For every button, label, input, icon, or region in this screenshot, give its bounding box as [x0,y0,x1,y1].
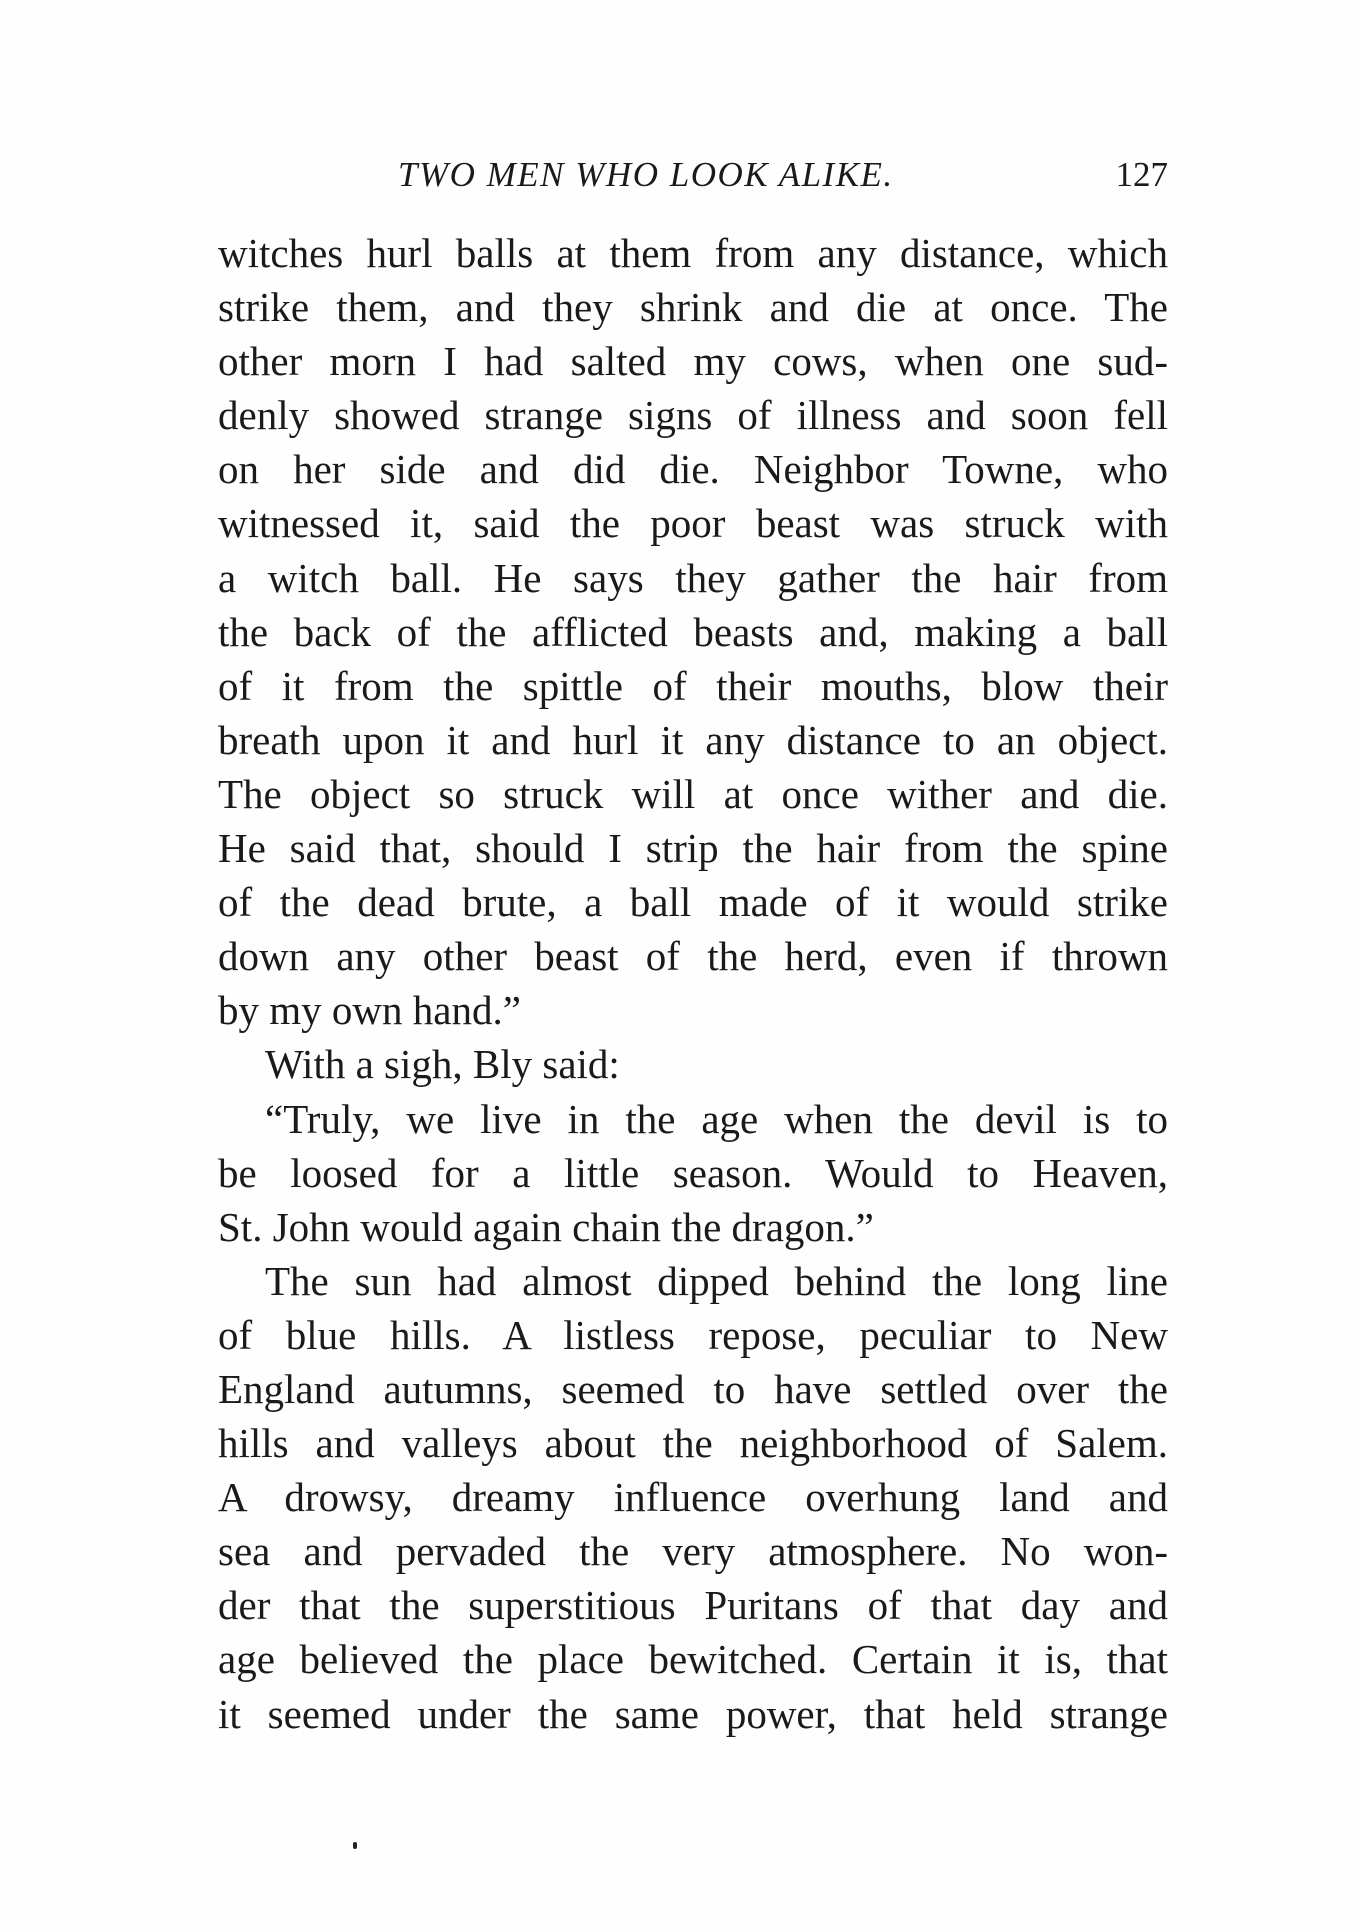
text-line: other morn I had salted my cows, when one sud- [218,338,1168,385]
text-line: witnessed it, said the poor beast was struck with [218,500,1168,547]
text-line: The sun had almost dipped behind the long line [265,1257,1168,1304]
text-line: The object so struck will at once wither and die. [218,770,1168,817]
ink-speck [353,1842,357,1849]
text-line: A drowsy, dreamy influence overhung land and [218,1474,1168,1521]
running-title: TWO MEN WHO LOOK ALIKE. [398,155,894,194]
text-line: St. John would again chain the dragon.” [218,1203,874,1250]
text-line: England autumns, seemed to have settled over the [218,1365,1168,1412]
text-line: of the dead brute, a ball made of it would strike [218,879,1168,926]
text-line: by my own hand.” [218,987,521,1034]
text-line: it seemed under the same power, that held strange [218,1690,1168,1737]
text-line: of blue hills. A listless repose, peculiar to New [218,1311,1168,1358]
text-line: der that the superstitious Puritans of that day and [218,1582,1168,1629]
text-line: denly showed strange signs of illness and soon fell [218,392,1168,439]
text-line: a witch ball. He says they gather the hair from [218,554,1168,601]
text-line: breath upon it and hurl it any distance to an object. [218,716,1168,763]
text-line: of it from the spittle of their mouths, blow their [218,662,1168,709]
text-line: the back of the afflicted beasts and, making a ball [218,608,1168,655]
page-number: 127 [1115,155,1168,194]
text-line: sea and pervaded the very atmosphere. No won- [218,1528,1168,1575]
text-line: He said that, should I strip the hair from the spine [218,825,1168,872]
text-line: be loosed for a little season. Would to Heaven, [218,1149,1168,1196]
text-line: down any other beast of the herd, even if thrown [218,933,1168,980]
text-line: age believed the place bewitched. Certain it is, that [218,1636,1168,1683]
text-line: With a sigh, Bly said: [265,1041,620,1088]
text-line: hills and valleys about the neighborhood of Salem. [218,1420,1168,1467]
text-line: on her side and did die. Neighbor Towne, who [218,446,1168,493]
text-line: “Truly, we live in the age when the devil is to [265,1095,1168,1142]
running-head [218,150,1168,200]
text-line: witches hurl balls at them from any distance, which [218,230,1168,276]
text-line: strike them, and they shrink and die at once. The [218,284,1168,331]
body-text [218,226,1168,1741]
